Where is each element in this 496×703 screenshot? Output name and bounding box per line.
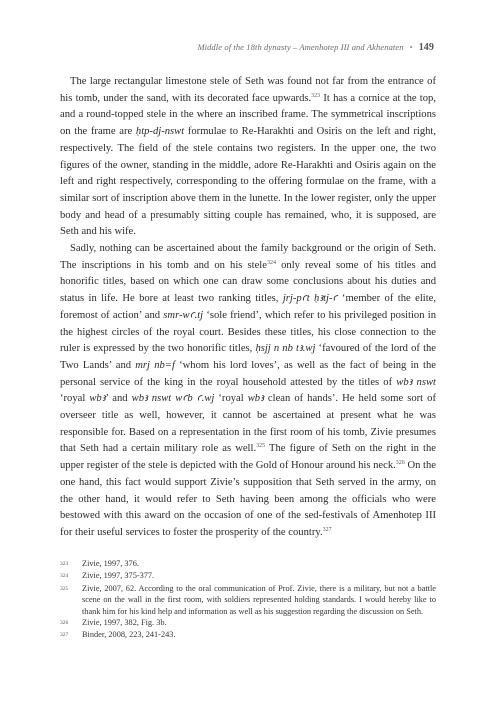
text-run: Sadly, nothing can be ascertained about the family background or the origin of Seth. The inscriptions in his tomb and on his stele [60, 243, 436, 271]
footnote-number: 324 [60, 573, 69, 580]
italic-term: mrj nb=f [135, 359, 175, 371]
italic-term: ḥtp-dj-nswt [135, 126, 185, 138]
footnote-number: 327 [60, 632, 69, 639]
running-title: Middle of the 18th dynasty – Amenhotep III and Akhenaten [197, 42, 404, 52]
page-number: 149 [418, 42, 434, 53]
running-header [60, 42, 434, 53]
footnote-number: 323 [60, 561, 69, 567]
footnote [60, 617, 436, 629]
paragraph [60, 241, 436, 542]
text-run: On the one hand, this fact would support Zivie’s supposition that Seth served in the army, on the other hand, it would refer to Seth having been among the officials who were bestowed with this award on the occasion of one of the sed-festivals of Amenhotep III for their useful services to foster the prosperity of the country. [60, 460, 436, 538]
italic-term: jrj-pꜥt ḥꜣtj-ꜥ [282, 293, 338, 305]
text-run: The large rectangular limestone stele of Seth was found not far from the entrance of his tomb, under the sand, with its decorated face upwards. [60, 76, 436, 104]
italic-term: wbꜣ nswt wꜥb ꜥ.wj [131, 393, 215, 405]
footnote [60, 629, 436, 641]
text-run: ‘whom his lord loves’, as well as the fact of being in the personal service of the king in the royal household attested by the titles of [60, 359, 436, 388]
text-run: ‘sole friend’, which refer to his privileged position in the highest circles of the royal court. Besides these titles, his close connection to the ruler is expressed by the two honorific titles, [60, 309, 436, 355]
text-run: ‘member of the elite, foremost of action’ and [60, 293, 436, 321]
header-separator: • [409, 42, 413, 52]
italic-term: wbꜣ [89, 393, 106, 405]
text-run: formulae to Re-Harakhti and Osiris on the left and right, respectively. The field of the stele contains two registers. In the upper one, the two figures of the owner, standing in the middle, adore Re-Harakhti and Osiris again on the left and right respectively, corresponding to the offering formulae on the frame, with a similar sort of inscription above them in the lunette. In the lower register, only the upper body and head of a presumably sitting couple has remained, who, it is supposed, are Seth and his wife. [60, 126, 436, 238]
text-run: The figure of Seth on the right in the upper register of the stele is depicted with the Gold of Honour around his neck. [60, 443, 436, 472]
footnote-ref: 327 [322, 526, 332, 533]
footnote [60, 558, 436, 570]
text-run: only reveal some of his titles and honorific titles, based on which one can draw some conclusions about his duties and status in life. He bore at least two ranking titles, [60, 259, 436, 305]
footnote-ref: 325 [256, 443, 266, 450]
footnote-ref: 326 [395, 460, 405, 467]
text-run: ‘royal [214, 393, 248, 405]
text-run: ‘royal [60, 393, 90, 405]
text-run: ‘favoured of the lord of the Two Lands’ and [60, 343, 437, 371]
footnote-text: Zivie, 2007, 62. According to the oral communication of Prof. Zivie, there is a military, but not a battle scene on the wall in the first room, with soldiers represented holding standards. I would hereby like to thank him for his kind help and information as well as his suggestion regarding the discussion on Seth. [82, 583, 436, 616]
footnote-ref: 323 [311, 92, 321, 99]
footnote-number: 326 [60, 620, 69, 627]
text-run: clean of hands’. He held some sort of overseer title as well, however, it cannot be ascertained at present what he was responsible for. Based on a representation in the first room of his tomb, Zivie presumes that Seth had a certain military role as well. [60, 393, 436, 455]
body-text [60, 74, 436, 542]
text-run: It has a cornice at the top, and a round-topped stele in the where an inscribed frame. The symmetrical inscriptions on the frame are [60, 92, 436, 138]
paragraph [60, 74, 436, 241]
italic-term: wbꜣ [247, 393, 264, 405]
footnote-number: 325 [60, 585, 69, 592]
footnote-text: Zivie, 1997, 376. [82, 559, 139, 568]
italic-term: ḥsjj n nb tꜣ.wj [255, 343, 316, 355]
italic-term: wbꜣ nswt [396, 376, 436, 388]
footnote-text: Zivie, 1997, 382, Fig. 3b. [82, 618, 167, 628]
footnote [60, 570, 436, 582]
footnotes [60, 558, 436, 642]
footnote-text: Binder, 2008, 223, 241-243. [82, 630, 176, 640]
footnote-ref: 324 [266, 259, 276, 266]
footnote [60, 583, 436, 617]
text-run: ’ and [105, 393, 132, 405]
footnote-text: Zivie, 1997, 375-377. [82, 571, 155, 581]
italic-term: smr-wꜥ.tj [163, 309, 204, 321]
